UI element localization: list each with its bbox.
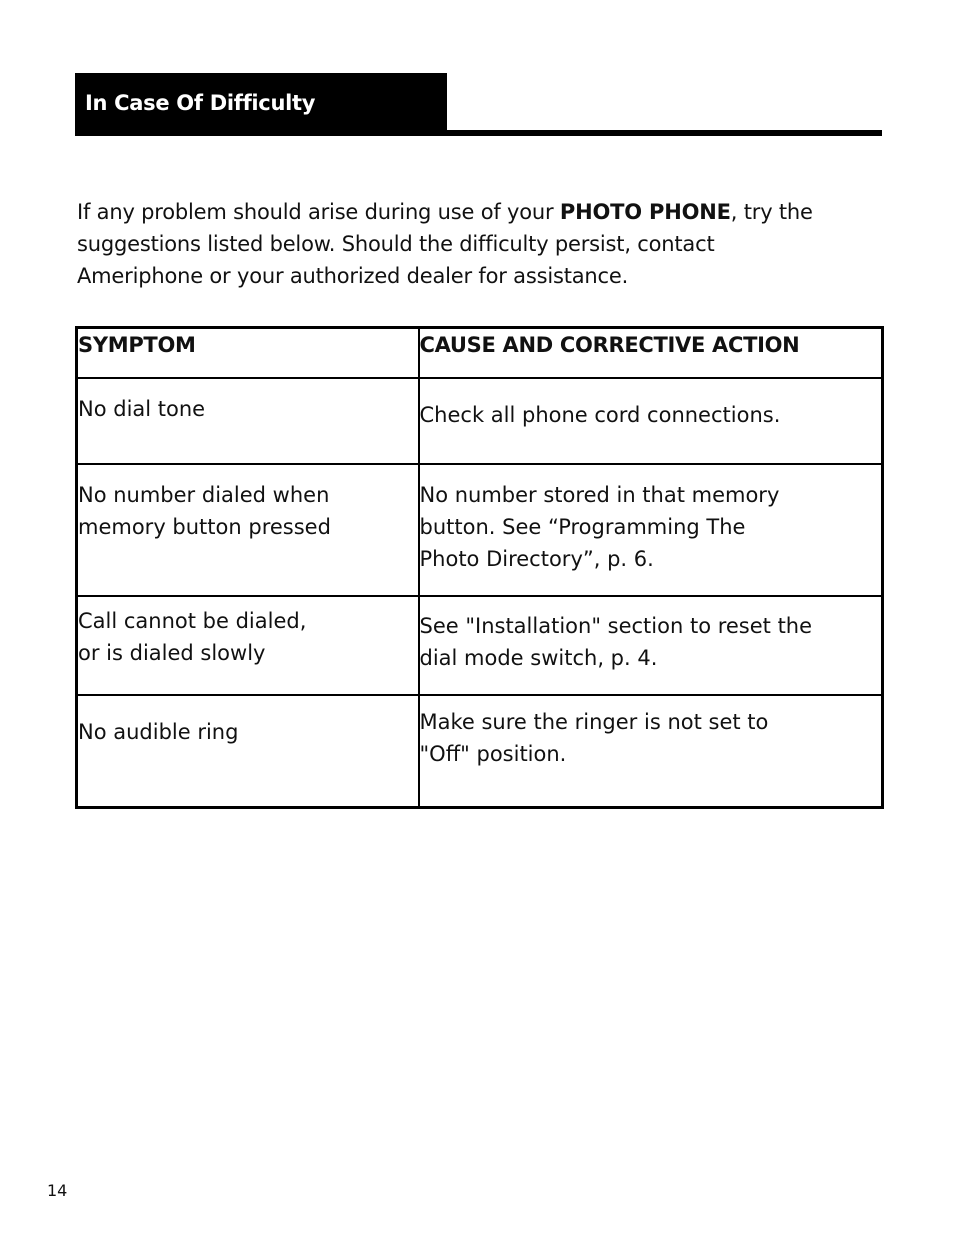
symptom-cell [77, 378, 419, 464]
intro-line-1 [77, 196, 877, 228]
intro-line-3: Ameriphone or your authorized dealer for assistance. [77, 264, 629, 288]
symptom-cell [77, 464, 419, 596]
symptom-text: No number dialed when memory button pressed [78, 483, 331, 539]
action-text: Make sure the ringer is not set to "Off" position. [419, 710, 769, 766]
troubleshooting-table [75, 326, 884, 809]
action-text: See "Installation" section to reset the dial mode switch, p. 4. [419, 614, 813, 670]
section-header [75, 73, 882, 136]
intro-text: , try the [730, 200, 813, 224]
action-text: No number stored in that memory button. See “Programming The Photo Directory”, p. 6. [419, 483, 780, 571]
section-title: In Case Of Difficulty [85, 91, 316, 115]
action-cell [419, 464, 883, 596]
intro-text: If any problem should arise during use of your [77, 200, 560, 224]
action-text: Check all phone cord connections. [419, 403, 781, 427]
action-cell [419, 695, 883, 808]
table-row [77, 695, 883, 808]
symptom-text: No dial tone [78, 397, 206, 421]
symptom-text: Call cannot be dialed, or is dialed slowly [78, 609, 307, 665]
table-row [77, 378, 883, 464]
symptom-text: No audible ring [78, 720, 239, 744]
action-cell [419, 378, 883, 464]
action-cell [419, 596, 883, 695]
table-row [77, 464, 883, 596]
header-symptom: SYMPTOM [77, 328, 419, 379]
section-header-rule [75, 130, 882, 136]
page-number: 14 [47, 1181, 68, 1200]
symptom-cell [77, 596, 419, 695]
intro-line-2: suggestions listed below. Should the difficulty persist, contact [77, 232, 715, 256]
product-name: PHOTO PHONE [559, 200, 731, 224]
table-header-row [77, 328, 883, 379]
intro-paragraph [77, 196, 877, 292]
symptom-cell [77, 695, 419, 808]
table-row [77, 596, 883, 695]
header-cause: CAUSE AND CORRECTIVE ACTION [419, 328, 883, 379]
